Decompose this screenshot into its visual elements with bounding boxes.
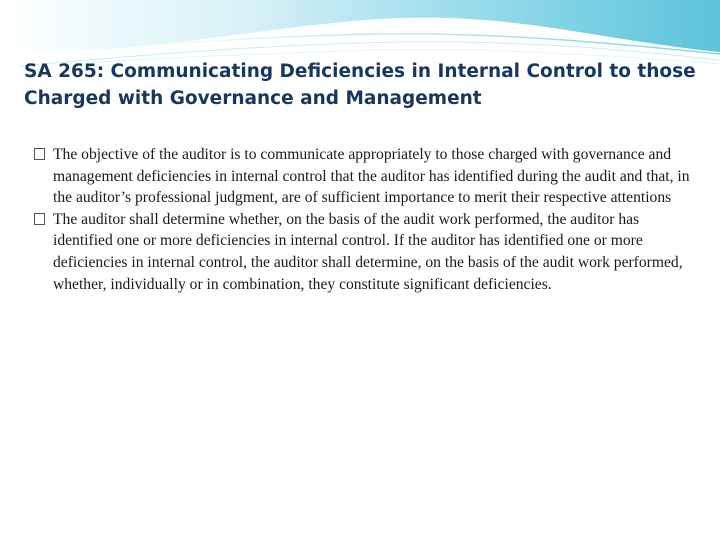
- header-wave-fill: [0, 0, 720, 56]
- slide-title: SA 265: Communicating Deficiencies in Internal Control to those Charged with Governance and Management: [24, 61, 696, 109]
- square-bullet-icon: [34, 148, 45, 160]
- bullet-list: [34, 144, 694, 295]
- bullet-text: The auditor shall determine whether, on the basis of the audit work performed, the auditor has identified one or more deficiencies in internal control. If the auditor has identified one or more deficiencies in internal control, the auditor shall determine, on the basis of the audit work performed, whether, individually or in combination, they constitute significant deficiencies.: [53, 210, 683, 293]
- bullet-item: [34, 144, 694, 209]
- bullet-text: The objective of the auditor is to communicate appropriately to those charged with governance and management deficiencies in internal control that the auditor has identified during the audit and that, in the auditor’s professional judgment, are of sufficient importance to merit their respective attentions: [53, 146, 690, 207]
- bullet-item: [34, 209, 694, 295]
- square-bullet-icon: [34, 213, 45, 225]
